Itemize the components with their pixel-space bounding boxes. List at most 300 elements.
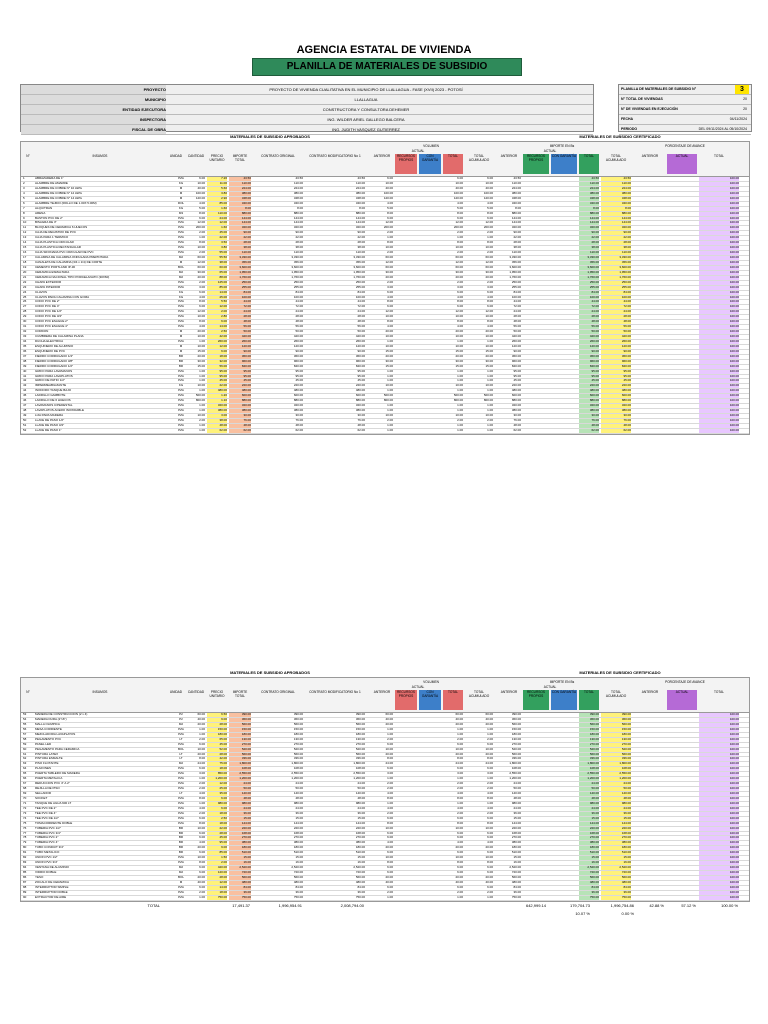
- row-imp-total: 50.00: [579, 787, 599, 791]
- page-title: PLANILLA DE MATERIALES DE SUBSIDIO: [252, 58, 522, 76]
- row-pct: 100.00: [699, 777, 739, 781]
- row-imp-anterior: 30.00: [513, 414, 521, 417]
- row-total: 320.00: [229, 226, 251, 230]
- row-imp-acum: 2,520.00: [601, 866, 631, 870]
- row-number: 76: [23, 826, 27, 830]
- row-imp-total: 48.00: [579, 320, 599, 324]
- row-unit-price: 45.00: [207, 836, 227, 840]
- row-modified: 180.00: [355, 846, 365, 850]
- row-imp-acum: 2,550.00: [601, 772, 631, 776]
- row-total: 56.00: [229, 325, 251, 329]
- row-unit-price: 55.50: [207, 256, 227, 260]
- row-original: 390.00: [293, 713, 303, 716]
- row-original: 95.00: [295, 369, 303, 373]
- importe-header: IMPORTE EN Bs: [549, 144, 575, 148]
- row-description: REDUCCION PVC 4" A 2": [35, 782, 70, 786]
- row-vol-anterior: 100.00: [383, 191, 393, 195]
- row-imp-anterior: 250.00: [511, 280, 521, 284]
- row-imp-anterior: 95.00: [513, 369, 521, 373]
- row-number: 58: [23, 737, 27, 741]
- row-imp-acum: 144.00: [601, 822, 631, 826]
- row-imp-acum: 260.00: [601, 340, 631, 344]
- row-description: CODO PVC DE 4": [35, 305, 60, 309]
- row-imp-anterior: 28.00: [513, 315, 521, 319]
- row-description: CLAVOS: [35, 290, 47, 294]
- row-vol-anterior: 6.00: [387, 866, 393, 870]
- row-imp-anterior: 380.00: [511, 191, 521, 195]
- info-row: [21, 105, 593, 115]
- row-unit: KG: [178, 384, 184, 388]
- section-certified: MATERIALES DE SUBSIDIO CERTIFICADO: [579, 134, 661, 139]
- row-unit: PZA: [178, 885, 184, 889]
- row-unit: PZA: [178, 251, 184, 255]
- row-pct: 100.00: [699, 296, 739, 300]
- row-vol-total: 60.00: [455, 256, 463, 259]
- row-imp-acum: 84.00: [601, 886, 631, 890]
- project-info: [20, 84, 750, 130]
- row-imp-anterior: 220.00: [511, 826, 521, 830]
- row-vol-total: 1.00: [457, 379, 463, 383]
- row-description: GRIFO DE PATIO 1/2": [35, 379, 65, 383]
- row-total: 360.00: [229, 355, 251, 359]
- table-row: [21, 896, 749, 901]
- row-imp-total: 840.00: [579, 365, 599, 369]
- row-modified: 880.00: [355, 211, 365, 215]
- info-value: LLALLAGUA: [354, 97, 378, 102]
- row-quantity: 60.00: [197, 713, 205, 716]
- row-pct: 100.00: [699, 192, 739, 196]
- row-vol-total: 4.00: [457, 792, 463, 795]
- row-pct: 100.00: [699, 772, 739, 776]
- row-vol-anterior: 10.00: [385, 344, 393, 348]
- row-vol-acum: 12.00: [485, 221, 493, 225]
- row-unit-price: 22.00: [207, 827, 227, 831]
- row-vol-anterior: 8.00: [387, 300, 393, 304]
- row-total: 144.00: [229, 217, 251, 221]
- row-number: 20: [23, 270, 27, 274]
- row-total: 62.00: [229, 429, 251, 433]
- column-header: UNIDAD: [169, 690, 183, 694]
- row-unit-price: 9.00: [207, 846, 227, 850]
- row-imp-acum: 43.56: [601, 177, 631, 181]
- row-vol-total: 8.00: [457, 300, 463, 304]
- row-quantity: 6.00: [199, 885, 205, 889]
- row-pct: 100.00: [699, 424, 739, 428]
- row-original: 360.00: [293, 717, 303, 721]
- row-number: 30: [23, 320, 27, 324]
- row-imp-total: 144.00: [579, 221, 599, 225]
- row-unit-price: 2.00: [207, 861, 227, 865]
- row-vol-anterior: 2.00: [387, 890, 393, 894]
- row-vol-acum: 4.00: [487, 806, 493, 810]
- row-imp-anterior: 560.00: [511, 752, 521, 756]
- row-modified: 120.00: [355, 344, 365, 348]
- row-unit: BR: [178, 354, 184, 358]
- row-unit: M2: [178, 762, 184, 766]
- row-total: 28.00: [229, 241, 251, 245]
- row-modified: 2,550.00: [353, 772, 365, 776]
- project-info-right: [618, 84, 752, 132]
- row-description: CAJA SIFONADA PVC CIRCULAR DE PVC: [35, 251, 94, 255]
- row-modified: 380.00: [355, 409, 365, 413]
- row-total: 48.00: [229, 797, 251, 801]
- row-pct: 100.00: [699, 187, 739, 191]
- row-pct: 100.00: [699, 419, 739, 423]
- info-right-label: PLANILLA DE MATERIALES DE SUBSIDIO N°: [621, 87, 697, 91]
- row-pct: 100.00: [699, 202, 739, 206]
- row-imp-anterior: 50.00: [513, 330, 521, 334]
- row-imp-anterior: 120.00: [511, 344, 521, 348]
- row-imp-acum: 90.00: [601, 231, 631, 235]
- row-vol-total: 10.00: [455, 315, 463, 319]
- row-number: 78: [23, 836, 27, 840]
- row-number: 80: [23, 846, 27, 850]
- row-unit: M: [179, 260, 183, 264]
- row-vol-anterior: 8.00: [387, 861, 393, 865]
- row-imp-total: 180.00: [579, 846, 599, 850]
- row-imp-anterior: 44.00: [513, 300, 521, 304]
- info-value: ING. WILDER ARIEL GALLEGO BALCERA: [327, 117, 405, 122]
- row-unit: PZA: [178, 811, 184, 815]
- row-original: 255.00: [293, 285, 303, 289]
- row-unit: M: [179, 330, 183, 334]
- row-original: 380.00: [293, 191, 303, 195]
- row-vol-total: 2.00: [457, 280, 463, 284]
- row-number: 32: [23, 330, 27, 334]
- row-vol-total: 6.00: [457, 866, 463, 870]
- row-number: 39: [23, 364, 27, 368]
- row-imp-total: 380.00: [579, 409, 599, 413]
- row-pct: 100.00: [699, 345, 739, 349]
- row-number: 74: [23, 816, 27, 820]
- table-row: [21, 429, 749, 434]
- row-modified: 456.00: [355, 260, 365, 264]
- row-unit: BOL: [177, 265, 184, 269]
- row-pct: 100.00: [699, 718, 739, 722]
- row-pct: 100.00: [699, 881, 739, 885]
- row-unit-price: 1.10: [207, 399, 227, 403]
- row-imp-acum: 56.00: [601, 325, 631, 329]
- row-number: 22: [23, 280, 27, 284]
- row-quantity: 2.00: [199, 787, 205, 791]
- row-pct: 100.00: [699, 271, 739, 275]
- row-imp-acum: 750.00: [601, 896, 631, 900]
- row-imp-anterior: 360.00: [511, 717, 521, 721]
- row-vol-acum: 1.00: [487, 369, 493, 373]
- row-imp-total: 48.00: [579, 797, 599, 801]
- row-imp-total: 110.00: [579, 182, 599, 186]
- row-unit: M2: [178, 722, 184, 726]
- row-original: 24.00: [295, 782, 303, 786]
- row-vol-acum: 20.00: [485, 722, 493, 726]
- row-total: 320.00: [229, 404, 251, 408]
- row-total: 8.00: [229, 207, 251, 211]
- row-vol-anterior: 1.00: [387, 236, 393, 240]
- row-unit: PZA: [178, 821, 184, 825]
- row-pct: 100.00: [699, 375, 739, 379]
- row-modified: 840.00: [355, 364, 365, 368]
- row-quantity: 30.00: [197, 359, 205, 363]
- row-total: 1,950.00: [229, 271, 251, 275]
- row-original: 480.00: [293, 389, 303, 393]
- row-total: 50.00: [229, 787, 251, 791]
- row-number: 15: [23, 246, 27, 250]
- row-imp-total: 360.00: [579, 718, 599, 722]
- row-description: CERAMICA NACIONAL TIPO PORCELANATO (30X60): [35, 275, 110, 279]
- row-modified: 360.00: [355, 717, 365, 721]
- column-header: TOTAL: [443, 154, 463, 174]
- row-imp-acum: 95.00: [601, 370, 631, 374]
- section-certified: MATERIALES DE SUBSIDIO CERTIFICADO: [579, 670, 661, 675]
- row-vol-anterior: 12.00: [385, 310, 393, 314]
- row-unit: M: [179, 191, 183, 195]
- row-description: BISAGRA DE 3": [35, 221, 57, 225]
- porcentaje-header: PORCENTAJE DE AVANCE: [665, 680, 705, 684]
- totals-pct-advance: 57.12 %: [681, 902, 696, 908]
- row-vol-acum: 6.00: [487, 851, 493, 855]
- row-total: 48.00: [229, 320, 251, 324]
- row-unit-price: 28.00: [207, 832, 227, 836]
- row-original: 220.00: [293, 826, 303, 830]
- row-quantity: 8.00: [199, 211, 205, 215]
- row-total: 220.00: [229, 827, 251, 831]
- importe-header: IMPORTE EN Bs: [549, 680, 575, 684]
- row-vol-anterior: 30.00: [385, 270, 393, 274]
- row-unit: PZA: [178, 394, 184, 398]
- row-vol-anterior: 4.00: [387, 841, 393, 845]
- row-imp-anterior: 320.00: [511, 226, 521, 230]
- row-unit-price: 12.00: [207, 782, 227, 786]
- row-quantity: 1.00: [199, 409, 205, 413]
- row-quantity: 1.00: [199, 389, 205, 393]
- row-vol-anterior: 8.00: [387, 821, 393, 825]
- info-right-row: [619, 115, 751, 125]
- row-vol-anterior: 6.00: [387, 216, 393, 220]
- row-number: 26: [23, 300, 27, 304]
- row-quantity: 2.00: [199, 231, 205, 235]
- row-vol-total: 30.00: [455, 359, 463, 363]
- totals-actual: 179,704.73: [569, 902, 590, 908]
- row-vol-acum: 4.00: [487, 841, 493, 845]
- row-pct: 100.00: [699, 389, 739, 393]
- row-vol-anterior: 4.00: [387, 295, 393, 299]
- row-vol-acum: 1.00: [487, 404, 493, 408]
- row-vol-anterior: 1.00: [387, 801, 393, 805]
- row-vol-acum: 10.00: [485, 335, 493, 338]
- row-vol-anterior: 6.00: [387, 851, 393, 855]
- row-quantity: 6.00: [199, 836, 205, 840]
- row-vol-total: 20.00: [455, 722, 463, 726]
- row-vol-acum: 5.00: [487, 206, 493, 210]
- row-imp-anterior: 380.00: [511, 841, 521, 845]
- row-original: 880.00: [293, 399, 303, 403]
- row-quantity: 60.00: [197, 265, 205, 269]
- row-number: 86: [23, 875, 27, 879]
- row-number: 88: [23, 885, 27, 889]
- row-pct: 100.00: [699, 871, 739, 875]
- row-unit-price: 18.00: [207, 767, 227, 771]
- column-header: CON GARANTÍA: [551, 690, 577, 710]
- row-vol-anterior: 1.00: [387, 339, 393, 343]
- row-unit: M: [179, 186, 183, 190]
- row-unit-price: 55.00: [207, 251, 227, 255]
- row-vol-acum: 20.00: [485, 752, 493, 756]
- row-total: 600.00: [229, 394, 251, 398]
- row-imp-total: 270.00: [579, 743, 599, 747]
- row-number: 12: [23, 231, 27, 235]
- row-imp-acum: 28.00: [601, 241, 631, 245]
- info-row: [21, 115, 593, 125]
- row-imp-anterior: 144.00: [511, 221, 521, 225]
- row-quantity: 10.00: [197, 315, 205, 319]
- row-imp-total: 420.00: [579, 335, 599, 339]
- row-unit: PZA: [178, 285, 184, 289]
- row-modified: 340.00: [355, 201, 365, 205]
- row-vol-total: 4.00: [457, 841, 463, 845]
- row-imp-anterior: 8.00: [515, 206, 521, 210]
- row-original: 224.00: [293, 186, 303, 190]
- row-vol-total: 30.00: [455, 270, 463, 274]
- row-original: 840.00: [293, 364, 303, 368]
- row-imp-total: 150.00: [579, 728, 599, 732]
- row-imp-total: 43.56: [579, 177, 599, 181]
- row-pct: 100.00: [699, 370, 739, 374]
- row-total: 168.00: [229, 832, 251, 836]
- row-vol-total: 120.00: [453, 196, 463, 200]
- row-unit-price: 2.50: [207, 817, 227, 821]
- row-vol-total: 15.00: [455, 364, 463, 368]
- row-vol-acum: 1.00: [487, 374, 493, 378]
- row-imp-acum: 480.00: [601, 881, 631, 885]
- row-unit-price: 60.00: [207, 266, 227, 270]
- row-description: MALLA OLIMPICA: [35, 722, 60, 726]
- row-vol-anterior: 10.00: [385, 747, 393, 751]
- row-pct: 100.00: [699, 212, 739, 216]
- column-header: RECURSOS PROPIOS: [523, 154, 549, 174]
- row-description: ZOCALO DE CERAMICA: [35, 880, 70, 884]
- row-vol-anterior: 500.00: [383, 394, 393, 398]
- row-modified: 95.00: [357, 374, 365, 378]
- row-vol-total: 1.00: [457, 236, 463, 240]
- row-vol-total: 8.00: [457, 241, 463, 245]
- column-header: RECURSOS PROPIOS: [395, 154, 417, 174]
- row-description: MEZCLADORA LAVAPLATOS: [35, 732, 76, 736]
- row-unit-price: 1.60: [207, 207, 227, 211]
- row-total: 180.00: [229, 846, 251, 850]
- row-quantity: 200.00: [195, 226, 205, 230]
- row-imp-anterior: 22.00: [513, 236, 521, 240]
- row-original: 48.00: [295, 320, 303, 324]
- materials-table-2: [20, 670, 750, 916]
- column-header: TOTAL: [714, 690, 724, 694]
- row-unit-price: 22.00: [207, 236, 227, 240]
- row-description: ESQUINERO DE PVC: [35, 349, 66, 353]
- row-vol-anterior: 1.00: [387, 428, 393, 432]
- row-unit-price: 7.26: [207, 177, 227, 181]
- row-total: 1,800.00: [229, 762, 251, 766]
- row-total: 2,520.00: [229, 866, 251, 870]
- row-vol-anterior: 1.00: [387, 777, 393, 781]
- actual-header: ACTUAL: [543, 685, 557, 689]
- row-imp-acum: 348.00: [601, 197, 631, 201]
- row-vol-acum: 6.00: [487, 177, 493, 180]
- row-vol-acum: 30.00: [485, 270, 493, 274]
- row-modified: 980.00: [355, 801, 365, 805]
- row-original: 43.56: [295, 177, 303, 180]
- row-vol-anterior: 6.00: [387, 831, 393, 835]
- row-pct: 100.00: [699, 300, 739, 304]
- row-vol-acum: 10.00: [485, 384, 493, 388]
- row-imp-total: 28.00: [579, 315, 599, 319]
- totals-row-2: [20, 910, 750, 918]
- row-imp-acum: 168.00: [601, 832, 631, 836]
- row-vol-acum: 2.00: [487, 737, 493, 741]
- row-vol-anterior: 60.00: [385, 265, 393, 269]
- row-pct: 100.00: [699, 429, 739, 433]
- row-vol-total: 8.00: [457, 320, 463, 324]
- row-quantity: 100.00: [195, 191, 205, 195]
- row-vol-acum: 10.00: [485, 414, 493, 417]
- row-imp-total: 340.00: [579, 202, 599, 206]
- row-quantity: 20.00: [197, 752, 205, 756]
- row-modified: 22.00: [357, 236, 365, 240]
- row-unit: LT: [179, 752, 183, 756]
- row-unit: PZA: [178, 895, 184, 899]
- row-unit-price: 260.00: [207, 340, 227, 344]
- row-vol-acum: 8.00: [487, 241, 493, 245]
- row-pct: 100.00: [699, 896, 739, 900]
- row-modified: 100.00: [355, 295, 365, 299]
- row-total: 36.00: [229, 891, 251, 895]
- row-vol-anterior: 20.00: [385, 875, 393, 879]
- row-imp-acum: 456.00: [601, 261, 631, 265]
- row-pct: 100.00: [699, 182, 739, 186]
- row-imp-anterior: 45.00: [513, 379, 521, 383]
- row-unit: PZA: [178, 767, 184, 771]
- row-imp-anterior: 880.00: [511, 399, 521, 403]
- row-vol-total: 2.00: [457, 737, 463, 741]
- row-quantity: 10.00: [197, 335, 205, 338]
- row-original: 95.00: [295, 374, 303, 378]
- row-pct: 100.00: [699, 723, 739, 727]
- row-original: 380.00: [293, 409, 303, 413]
- row-unit: PZA: [178, 732, 184, 736]
- row-vol-anterior: 10.00: [385, 826, 393, 830]
- info-right-value: 3: [735, 85, 749, 94]
- row-imp-anterior: 1,800.00: [509, 762, 521, 766]
- row-unit: PZA: [178, 369, 184, 373]
- row-pct: 100.00: [699, 384, 739, 388]
- row-total: 84.00: [229, 886, 251, 890]
- row-quantity: 20.00: [197, 330, 205, 334]
- row-quantity: 1.00: [199, 777, 205, 781]
- row-imp-total: 108.00: [579, 767, 599, 771]
- row-vol-anterior: 12.00: [385, 260, 393, 264]
- row-total: 1,760.00: [229, 276, 251, 280]
- row-modified: 95.00: [357, 369, 365, 373]
- row-vol-anterior: 6.00: [387, 305, 393, 309]
- row-vol-acum: 20.00: [485, 846, 493, 850]
- row-pct: 100.00: [699, 281, 739, 285]
- row-vol-anterior: 120.00: [383, 196, 393, 200]
- row-imp-total: 120.00: [579, 345, 599, 349]
- row-description: CORDON: [35, 330, 49, 334]
- row-imp-acum: 22.00: [601, 236, 631, 240]
- row-quantity: 10.00: [197, 747, 205, 751]
- row-modified: 45.00: [357, 379, 365, 383]
- row-vol-total: 1.00: [457, 801, 463, 805]
- row-total: 224.00: [229, 187, 251, 191]
